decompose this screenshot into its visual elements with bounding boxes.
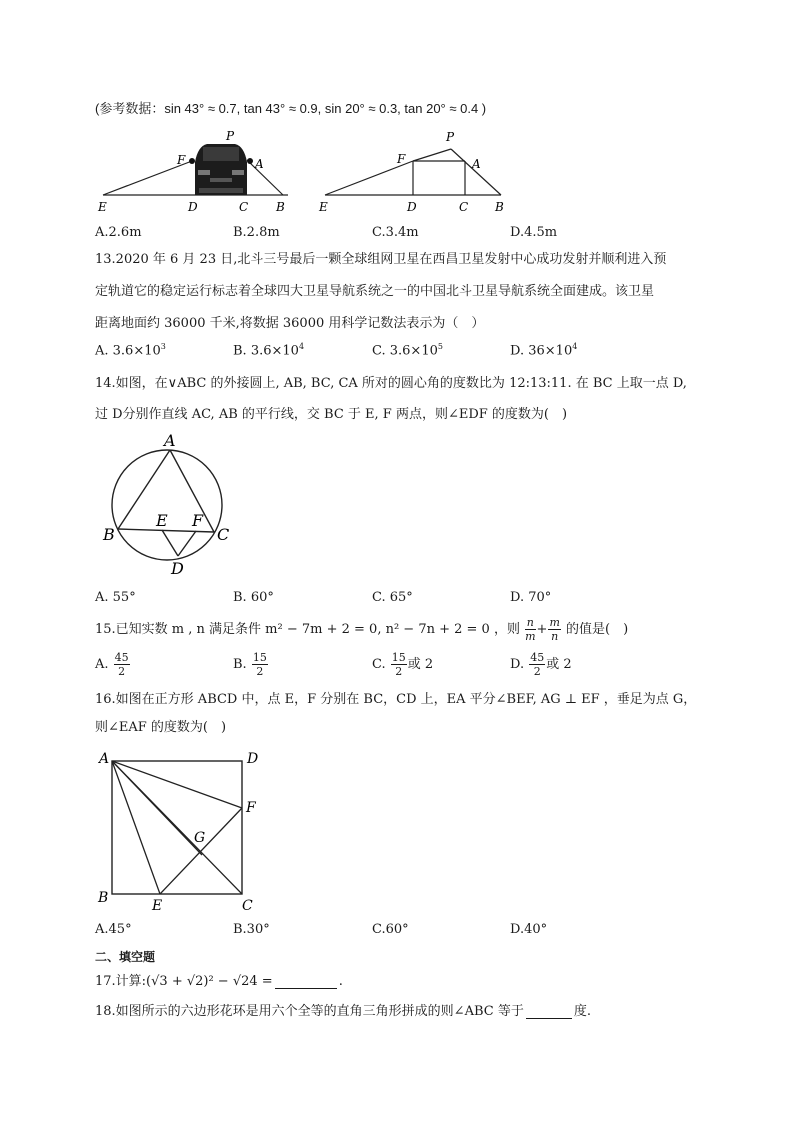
q14-option-d: D. 70° [510, 590, 552, 605]
label-D: D [171, 559, 184, 578]
q16-option-a: A.45° [95, 922, 132, 937]
q15-frac-n-over-m: $\frac{n}{m}$ [525, 616, 536, 643]
q12-figures [95, 128, 515, 216]
label-A1: A [255, 157, 264, 171]
q16-line1: 16.如图在正方形 ABCD 中，点 E，F 分别在 BC，CD 上，EA 平分∠BEF, AG ⊥ EF ，垂足为点 G， [95, 692, 697, 707]
label-B: B [103, 525, 115, 544]
q14-line1: 14.如图，在∨ABC 的外接圆上, AB, BC, CA 所对的圆心角的度数比为 12:13:11. 在 BC 上取一点 D, [95, 376, 687, 391]
label-C1: C [239, 200, 249, 214]
section-heading: 二、填空题 [95, 950, 156, 964]
label-F: F [192, 511, 204, 530]
q14-line2: 过 D分别作直线 AC, AB 的平行线，交 BC 于 E, F 两点，则∠EDF 的度数为( ) [95, 407, 568, 422]
label-E2: E [319, 200, 328, 214]
label-F1: F [177, 153, 186, 167]
q12-left-figure [97, 129, 288, 214]
q13-option-b: B. $3.6\times 10^4$ [233, 342, 305, 359]
label-D1: D [188, 200, 198, 214]
q14-option-c: C. 65° [372, 590, 413, 605]
label-A2: A [472, 157, 481, 171]
reference-data: (参考数据：sin 43° ≈ 0.7, tan 43° ≈ 0.9, sin 20° ≈ 0.3, tan 20° ≈ 0.4 ) [95, 101, 487, 116]
q15-option-b: B. $\frac{15}{2}$ [233, 651, 267, 678]
q15-option-d: D. $\frac{45}{2}$ 或 2 [510, 651, 572, 678]
q16-option-b: B.30° [233, 922, 270, 937]
q12-option-c: C.3.4m [372, 225, 419, 240]
q18-blank[interactable] [526, 1006, 572, 1019]
label-F: F [246, 800, 256, 816]
q13-line3: 距离地面约 36000 千米,将数据 36000 用科学记数法表示为（ ） [95, 316, 485, 331]
q12-option-a: A.2.6m [95, 225, 142, 240]
q16-line2: 则∠EAF 的度数为( ) [95, 720, 227, 735]
q17-question: 17.计算:(√3 + √2)² − √24 = . [95, 974, 343, 989]
label-E: E [152, 898, 163, 914]
q12-right-figure [318, 130, 504, 214]
q16-figure [92, 745, 272, 915]
label-P2: P [446, 130, 455, 144]
label-G: G [194, 830, 206, 846]
q14-option-b: B. 60° [233, 590, 274, 605]
label-C: C [242, 898, 253, 914]
label-P1: P [226, 129, 235, 143]
q14-option-a: A. 55° [95, 590, 136, 605]
label-B: B [98, 890, 109, 906]
label-F2: F [397, 152, 406, 166]
label-C: C [217, 525, 230, 544]
q12-option-d: D.4.5m [510, 225, 558, 240]
q15-frac-m-over-n: $\frac{m}{n}$ [549, 616, 560, 643]
q13-line1: 13.2020 年 6 月 23 日,北斗三号最后一颗全球组网卫星在西昌卫星发射中心成功发射并顺利进入预 [95, 252, 667, 267]
q13-option-d: D. $36\times 10^4$ [510, 342, 578, 359]
q13-line2: 定轨道它的稳定运行标志着全球四大卫星导航系统之一的中国北斗卫星导航系统全面建成。该卫星 [95, 284, 655, 299]
q18-question: 18.如图所示的六边形花环是用六个全等的直角三角形拼成的则∠ABC 等于 度. [95, 1004, 591, 1019]
label-A: A [99, 751, 110, 767]
q13-option-c: C. $3.6\times 10^5$ [372, 342, 443, 359]
label-A: A [164, 431, 176, 450]
label-B1: B [276, 200, 285, 214]
q14-figure [100, 428, 240, 578]
label-B2: B [495, 200, 504, 214]
q17-blank[interactable] [275, 976, 337, 989]
label-E1: E [98, 200, 107, 214]
label-E: E [156, 511, 168, 530]
car-icon [189, 144, 253, 195]
q15-question: 15.已知实数 m , n 满足条件 m² − 7m + 2 = 0, n² − 7n + 2 = 0 ，则 $\frac{n}{m}$ + $\frac{m}{n}$ 的值是( ) [95, 616, 629, 643]
q16-option-d: D.40° [510, 922, 548, 937]
q12-option-b: B.2.8m [233, 225, 280, 240]
q15-option-a: A. $\frac{45}{2}$ [95, 651, 129, 678]
q16-option-c: C.60° [372, 922, 409, 937]
q15-option-c: C. $\frac{15}{2}$ 或 2 [372, 651, 434, 678]
label-C2: C [459, 200, 469, 214]
label-D: D [247, 751, 259, 767]
label-D2: D [407, 200, 417, 214]
q13-option-a: A. $3.6\times 10^3$ [95, 342, 166, 359]
